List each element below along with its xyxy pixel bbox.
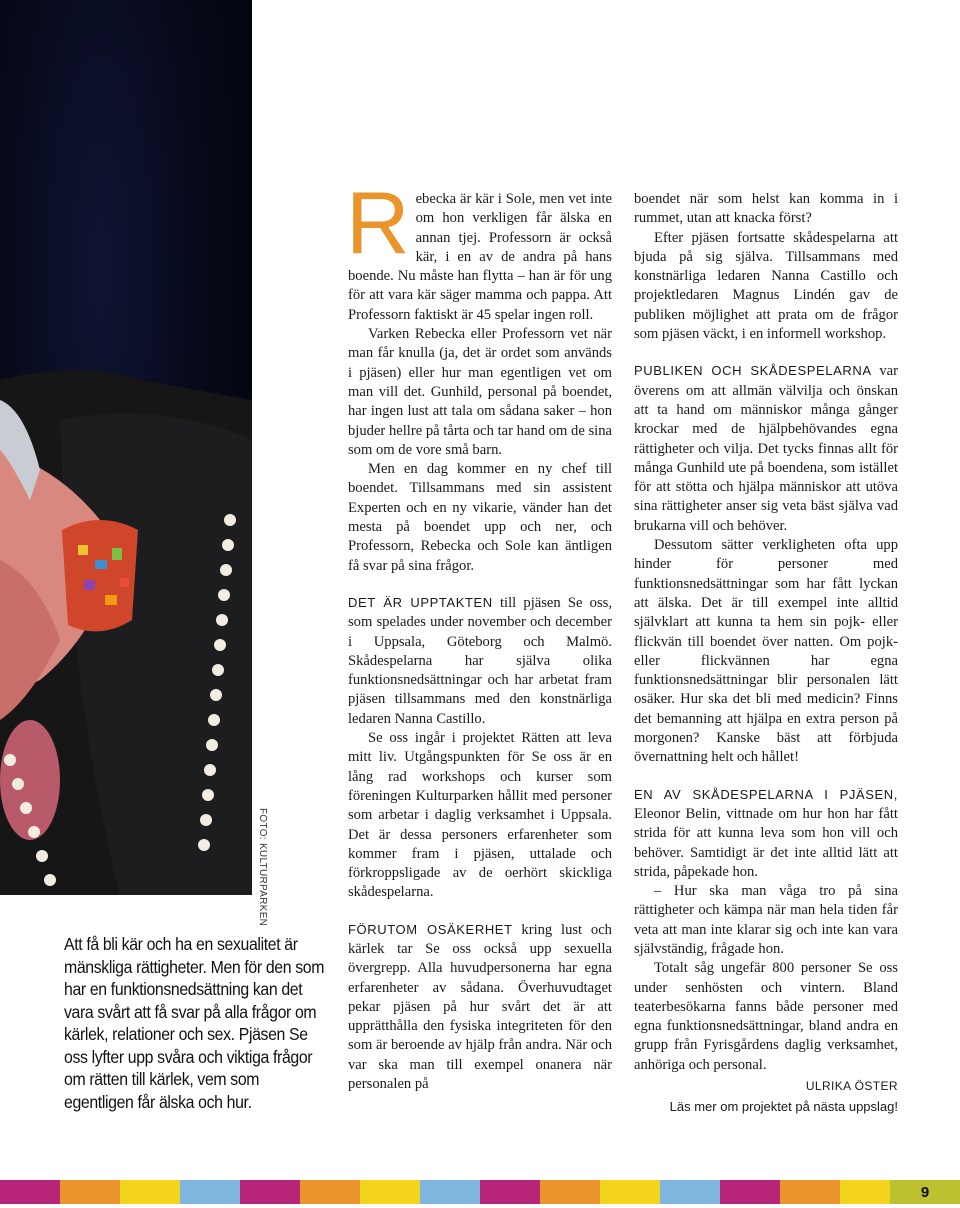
paragraph: ebecka är kär i Sole, men vet inte om hon verkligen får älska en annan tjej. Professorn är också kär, i en av de andra på hans boende. Nu måste han flytta – han är för ung för att vara kär säger mamma och pappa. Att Professorn faktiskt är 45 spelar ingen roll. bbox=[348, 191, 612, 323]
section-paragraph bbox=[634, 785, 898, 882]
section-paragraph bbox=[634, 361, 898, 536]
color-bar-segment bbox=[720, 1180, 780, 1204]
page-number: 9 bbox=[890, 1180, 960, 1204]
color-bar-segment bbox=[180, 1180, 240, 1204]
section-text: till pjäsen Se oss, som spelades under november och december i Uppsala, Göteborg och Malmö. Skådespelarna har själva olika funktionsnedsättningar och har arbetat fram pjäsen tillsammans med den konstnärliga ledaren Nanna Castillo. bbox=[348, 594, 612, 727]
article-column-1 bbox=[346, 173, 612, 1094]
paragraph: – Hur ska man våga tro på sina rättigheter och kämpa när man hela tiden får veta att man inte klarar sig och inte kan vara självständig, frågade hon. bbox=[634, 883, 898, 957]
section-text: kring lust och kärlek tar Se oss också upp sexuella övergrepp. Alla huvudpersonerna har egna erfarenheter av sådana. Överhuvudtaget pekar pjäsen på hur svårt det är att upprätthålla den fysiska integriteten för den som är beroende av hjälp från andra. När och var ska man till exempel onanera när personalen på bbox=[348, 921, 612, 1093]
color-bar-segment bbox=[420, 1180, 480, 1204]
section-lead: EN AV SKÅDESPELARNA I PJÄSEN, bbox=[634, 786, 898, 802]
article-photo bbox=[0, 0, 252, 895]
paragraph: Dessutom sätter verkligheten ofta upp hinder för personer med funktionsnedsättningar som har fått lyckan att älska. Det är till exempel inte alltid självklart att kunna ta hem sin pojk- eller flickvän till boendet över natten. Om pojk- eller flickvännen har egna funktionsnedsättningar blir personalen lätt osäker. Hur ska det bli med medicin? Finns det bemanning att hjälpa en extra person på morgonen? Kanske bäst att förbjuda övernattning helt och hållet! bbox=[634, 537, 898, 766]
section-lead: FÖRUTOM OSÄKERHET bbox=[348, 921, 513, 937]
drop-cap: R bbox=[346, 173, 410, 272]
photo-credit-text: FOTO: KULTURPARKEN bbox=[257, 808, 268, 927]
paragraph: Se oss ingår i projektet Rätten att leva mitt liv. Utgångspunkten för Se oss är en lång rad workshops och kurser som föreningen Kulturparken hållit med personer som arbetar i daglig verksamhet i Uppsala. Det är dessa personers erfarenheter som kommer fram i pjäsen, uttalade och förkroppsligade av de oerhört skickliga skådespelarna. bbox=[348, 730, 612, 901]
paragraph: Efter pjäsen fortsatte skådespelarna att bjuda på sig själva. Tillsammans med konstnärliga ledaren Nanna Castillo och projektledaren Magnus Lindén gav de publiken möjlighet att prata om de frågor som pjäsen väckt, i en informell workshop. bbox=[634, 229, 898, 343]
author-signature: ULRIKA ÖSTER bbox=[805, 1079, 898, 1094]
color-bar-segment bbox=[540, 1180, 600, 1204]
paragraph: Varken Rebecka eller Professorn vet när man får knulla (ja, det är ordet som används i pjäsen) eller hur man egentligen vet om man vill det. Gunhild, personal på boendet, har ingen lust att tala om sådana saker – hon bjuder hellre på tårta och tar hand om de sina som om de vore små barn. bbox=[348, 326, 612, 458]
section-text: Eleonor Belin, vittnade om hur hon har fått strida för att kunna leva som hon vill och behöver. Samtidigt är det inte alltid lätt att strida, påpekade hon. bbox=[634, 805, 898, 880]
read-more-note: Läs mer om projektet på nästa uppslag! bbox=[669, 1099, 898, 1115]
color-bar-segment bbox=[0, 1180, 60, 1204]
photo-illustration bbox=[0, 0, 252, 895]
article-column-2 bbox=[634, 190, 898, 1117]
color-bar-segment bbox=[120, 1180, 180, 1204]
section-lead: DET ÄR UPPTAKTEN bbox=[348, 594, 493, 610]
section-lead: PUBLIKEN OCH SKÅDESPELARNA bbox=[634, 363, 872, 379]
section-paragraph bbox=[348, 920, 612, 1095]
section-paragraph bbox=[348, 593, 612, 729]
color-bar-segment bbox=[780, 1180, 840, 1204]
paragraph: Men en dag kommer en ny chef till boendet. Tillsammans med sin assistent Experten och en ny vikarie, vänder han det mesta på boendet upp och ner, och Professorn, Rebecka och Sole kan äntligen få svar på sina frågor. bbox=[348, 461, 612, 574]
intro-paragraph bbox=[346, 173, 612, 325]
color-bar-segment bbox=[300, 1180, 360, 1204]
color-bar-segment bbox=[480, 1180, 540, 1204]
footer-color-bar bbox=[0, 1180, 960, 1204]
photo-credit bbox=[256, 808, 270, 927]
color-bar-segment bbox=[600, 1180, 660, 1204]
paragraph: Totalt såg ungefär 800 personer Se oss under senhösten och vintern. Bland teaterbesökarna fanns både personer med egna funktionsnedsättningar, bland andra en grupp från Fyrisgårdens daglig verksamhet, anhöriga och personal. bbox=[634, 960, 898, 1073]
section-text: var överens om att allmän välvilja och önskan att ta hand om människor många gånger krockar med de hjälpbehövandes egna rättigheter och vilja. Det tycks finnas allt för många Gunhild ute på boendena, som istället för att stötta och hjälpa människor att utöva sina rättigheter anser sig veta bäst själva vad brukarna vill och behöver. bbox=[634, 363, 898, 534]
color-bar-segment bbox=[240, 1180, 300, 1204]
color-bar-segment bbox=[360, 1180, 420, 1204]
color-bar-segment bbox=[60, 1180, 120, 1204]
photo-caption: Att få bli kär och ha en sexualitet är mänskliga rättigheter. Men för den som har en funktionsnedsättning kan det vara svårt att få svar på alla frågor om kärlek, relationer och sex. Pjäsen Se oss lyfter upp svåra och viktiga frågor om rätten till kärlek, vem som egentligen får älska och hur. bbox=[64, 934, 325, 1112]
paragraph: boendet när som helst kan komma in i rummet, utan att knacka först? bbox=[634, 191, 898, 227]
color-bar-segment bbox=[660, 1180, 720, 1204]
